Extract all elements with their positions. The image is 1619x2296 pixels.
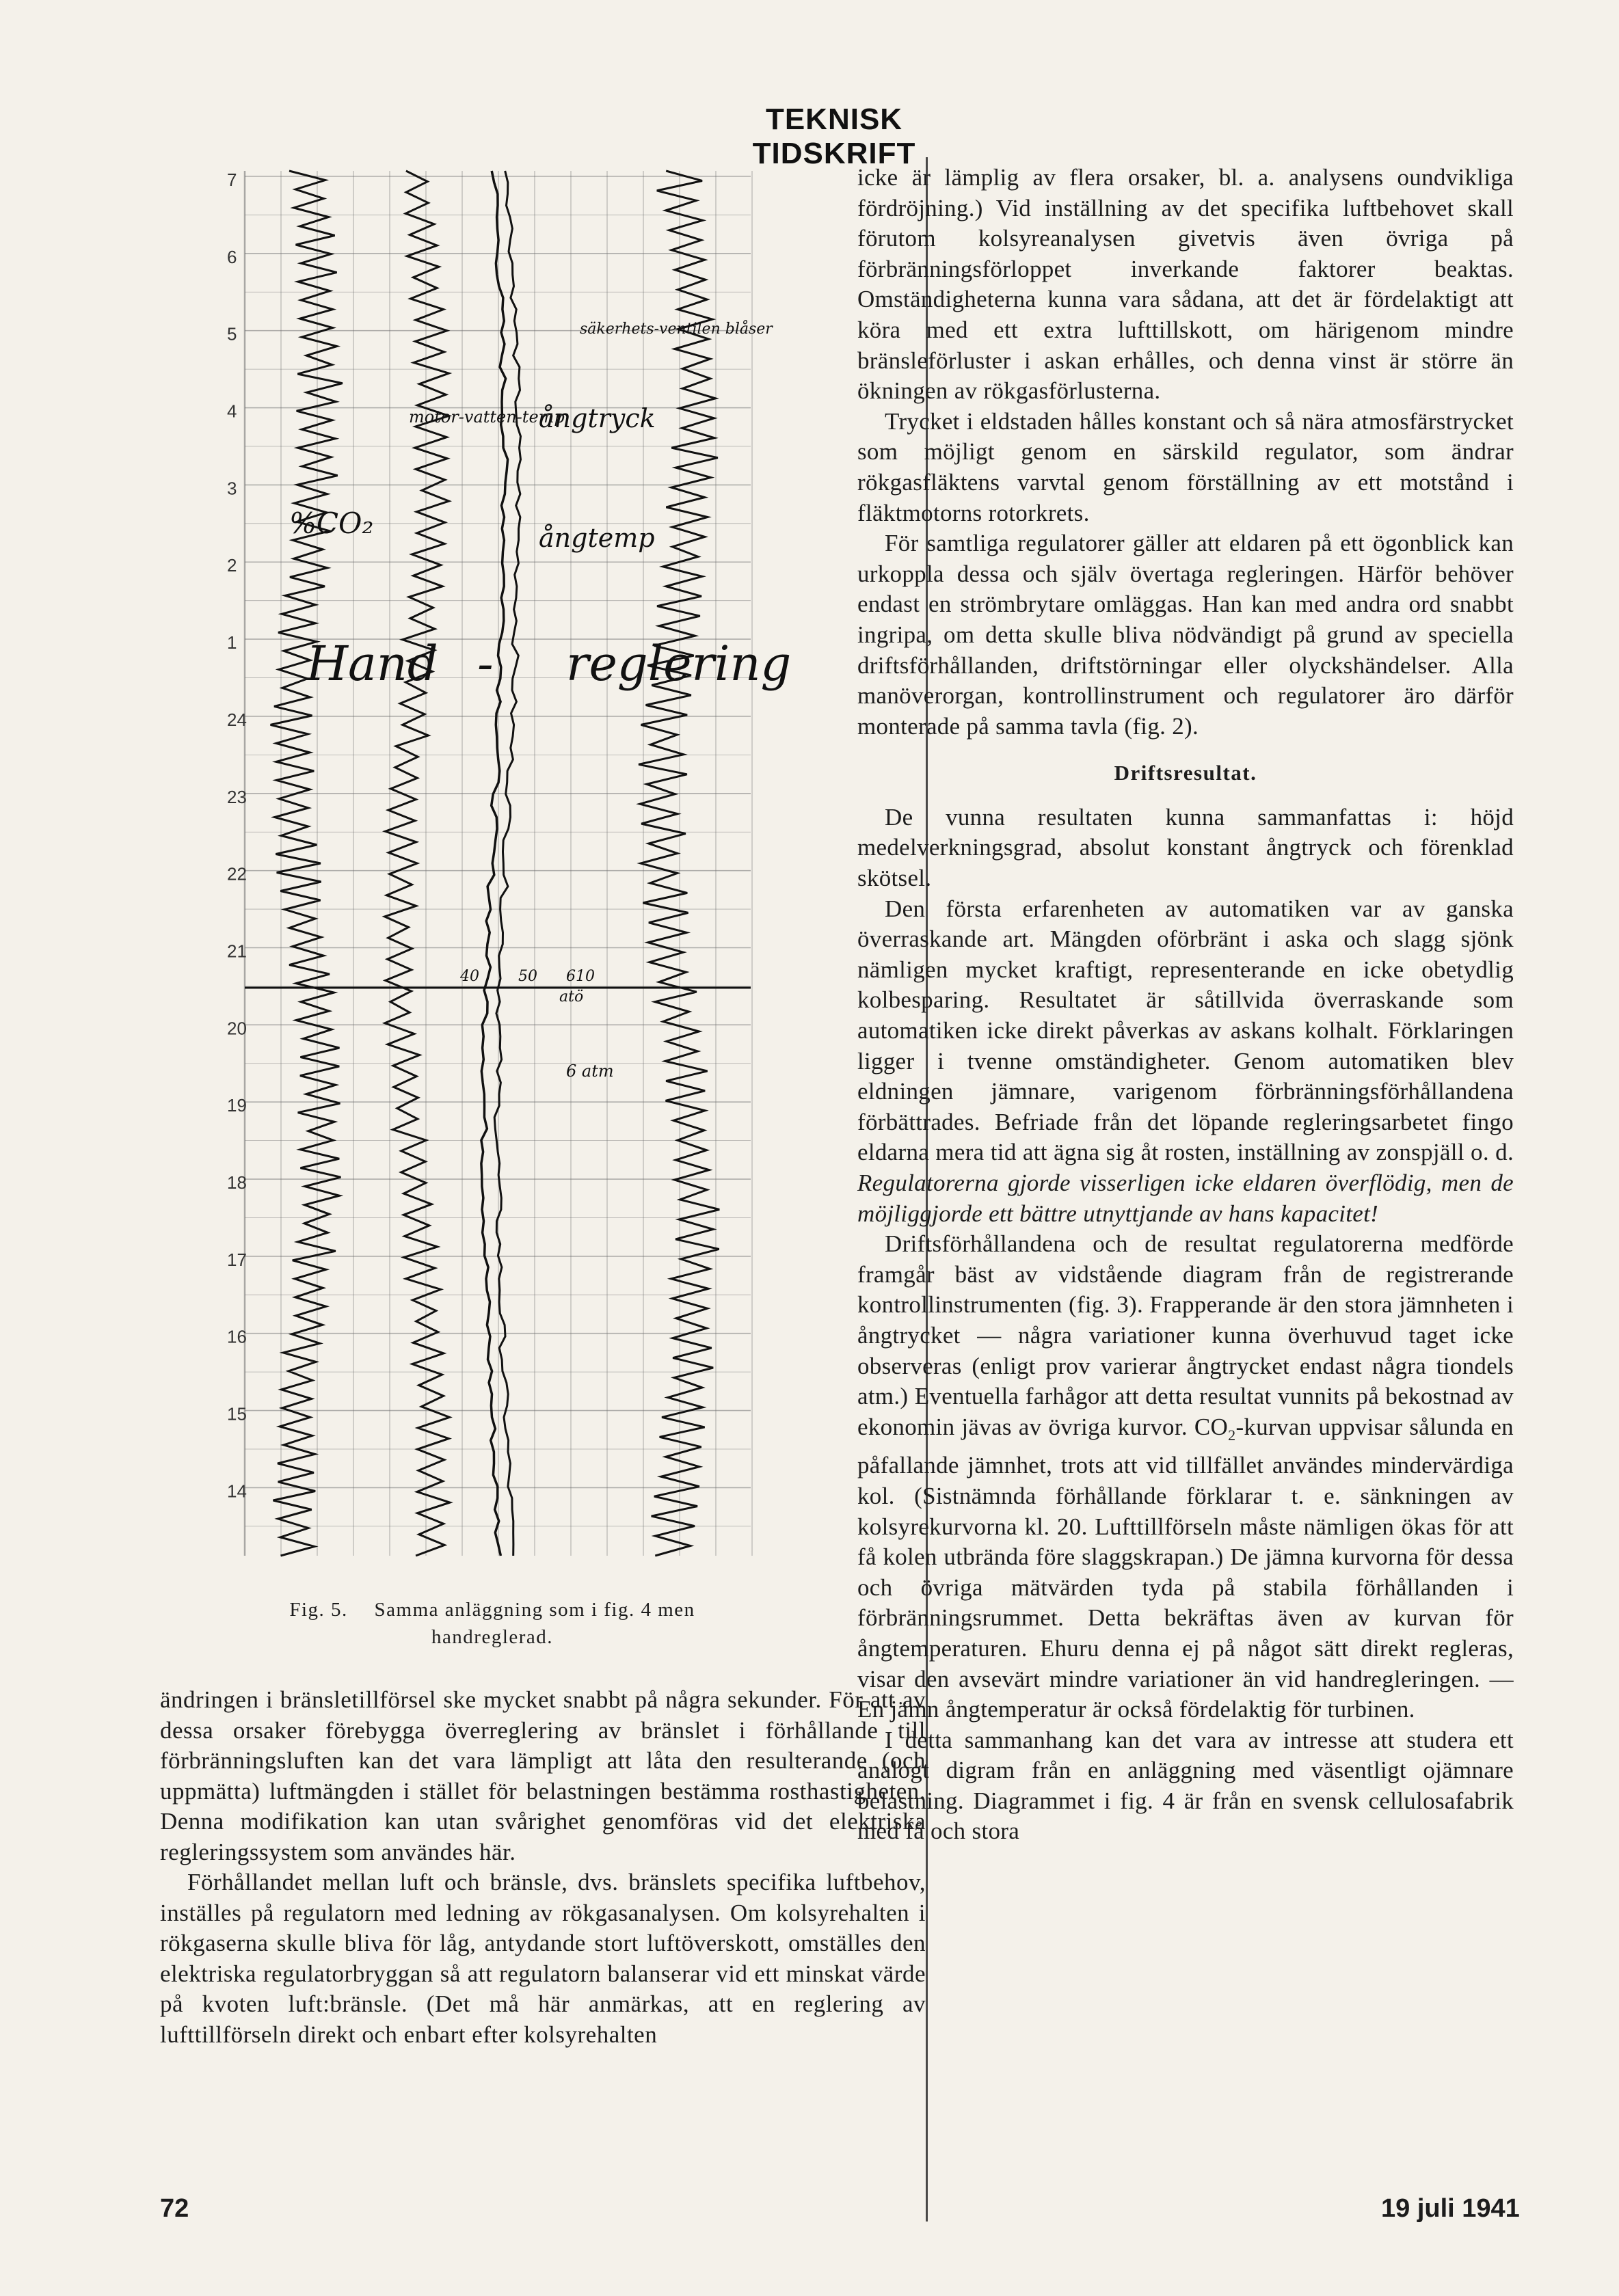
results-paragraph-3: [857, 1229, 1514, 1725]
figure-5-chart: [224, 170, 792, 1556]
motor-temp-label: motor-vatten-temp: [409, 407, 565, 427]
motor-temp-curve: [385, 171, 450, 1556]
left-paragraph-2: Förhållandet mellan luft och bränsle, dvs. bränslets specifika luftbehov, inställes på regulatorn med ledning av rökgasanalysen. Om kolsyrehalten i rökgaserna skulle bliva för låg, antydande stort luftöverskott, omställes den elektriska regulatorbryggan så att regulatorn balanserar vid ett minskat värde på kvoten luft:bränsle. (Det må här anmärkas, att en reglering av lufttillförseln direkt och enbart efter kolsyrehalten: [160, 1869, 926, 2048]
figure-caption-text: Samma anläggning som i fig. 4 men handreglerad.: [374, 1599, 695, 1648]
hour-label: 23: [227, 786, 247, 807]
scale-50-label: 50: [518, 968, 537, 985]
figure-number: Fig. 5.: [289, 1599, 348, 1621]
hand-label: Hand: [306, 636, 438, 692]
hour-label: 18: [227, 1172, 247, 1193]
issue-date: 19 juli 1941: [1381, 2194, 1520, 2223]
hour-label: 24: [227, 709, 247, 730]
section-heading: Driftsresultat.: [1114, 761, 1257, 785]
hour-label: 4: [227, 401, 237, 422]
hour-label: 19: [227, 1095, 247, 1116]
steam-pressure-label: ångtryck: [539, 403, 656, 433]
scale-6atm-label: 6 atm: [566, 1062, 614, 1081]
hour-label: 22: [227, 863, 247, 884]
right-paragraph-2: Trycket i eldstaden hålles konstant och så nära atmosfärstrycket som möjligt genom en särskild regulator, som ändrar rökgasfläktens varvtal genom förställning av ett motstånd i fläktmotorns rotorkrets.: [857, 407, 1514, 526]
page-number: 72: [160, 2194, 189, 2223]
scale-610-label: 610: [566, 968, 595, 985]
results-paragraph-4: I detta sammanhang kan det vara av intresse att studera ett analogt digram från en anläggning med väsentligt ojämnare belastning. Diagrammet i fig. 4 är från en svensk cellulosafabrik med få och stora: [857, 1726, 1514, 1845]
hour-labels: [227, 170, 247, 1501]
results-paragraph-2-text: Den första erfarenheten av automatiken var av ganska överraskande art. Mängden oförbränt i aska och slagg sjönk nämligen mycket kraftigt, representerande en icke obetydlig kolbesparing. Resultatet är såtillvida överraskande som automatiken icke direkt påverkas av askans kolhalt. Förklaringen ligger i tvenne omständigheter. Genom automatiken blev eldningen jämnare, varigenom förbränningsförhållandena förbättrades. Befriade från det löpande regleringsarbetet fingo eldarna mera tid att ägna sig åt rosten, inställning av zonspjäll o. d.: [857, 895, 1514, 1166]
left-paragraph-1: ändringen i bränsletillförsel ske mycket snabbt på några sekunder. För att av dessa orsaker förebygga överreglering av bränslet i förhållande till förbränningsluften kan det vara lämpligt att låta den resulterande (och uppmätta) luftmängden i stället för belastningen bestämma rosthastigheten. Denna modifikation kan utan svårighet genomföras vid det elektriska regleringssystem som användes här.: [160, 1686, 926, 1865]
results-paragraph-2: [857, 894, 1514, 1230]
hour-label: 2: [227, 555, 237, 576]
hour-label: 21: [227, 941, 247, 962]
hour-label: 7: [227, 170, 237, 190]
chart-recording-strip: [224, 170, 792, 1556]
right-paragraph-3: För samtliga regulatorer gäller att eldaren på ett ögonblick kan urkoppla dessa och själv övertaga regleringen. Härför behöver endast en strömbrytare omläggas. Han kan med andra ord snabbt ingripa, om detta skulle bliva nödvändigt på grund av speciella driftsförhållanden, driftstörningar eller olyckshändelser. Alla manöverorgan, kontrollinstrument och regulatorer äro därför monterade på samma tavla (fig. 2).: [857, 530, 1514, 740]
hour-label: 1: [227, 632, 237, 653]
hour-label: 15: [227, 1403, 247, 1424]
right-column-text: [857, 163, 1514, 1847]
journal-masthead: TEKNISK TIDSKRIFT: [752, 103, 916, 170]
hour-label: 3: [227, 478, 237, 499]
results-paragraph-3-part1: Driftsförhållandena och de resultat regulatorerna medförde framgår bäst av vidstående diagram från de registrerande kontrollinstrumenten (fig. 3). Frapperande är den stora jämnheten i ångtrycket — några variationer kunna överhuvud taget icke observeras (enligt prov varierar ångtrycket endast några tiondels atm.) Eventuella farhågor att detta resultat vunnits på bekostnad av ekonomin jävas av övriga kurvor. CO: [857, 1230, 1514, 1440]
regulation-label: reglering: [566, 636, 792, 692]
scale-ato-label: atö: [559, 988, 584, 1005]
results-paragraph-3-part2: -kurvan uppvisar sålunda en påfallande jämnhet, trots att vid tillfället användes mindervärdiga kol. (Sistnämnda förhållande förklarar t. e. sänkningen av kolsyrekurvorna kl. 20. Lufttillförseln måste nämligen ökas för att få kolen utbrända före slaggskrapan.) De jämna kurvorna för dessa och övriga mätvärden tyda på stabila förhållanden i förbränningsrummet. Detta bekräftas även av kurvan för ångtemperaturen. Ehuru denna ej på något sätt direkt regleras, visar den avsevärt mindre variationer än vid handregleringen. — En jämn ångtemperatur är också fördelaktig för turbinen.: [857, 1413, 1514, 1723]
steam-temp-curve: [639, 171, 719, 1556]
hour-label: 16: [227, 1326, 247, 1347]
co2-label: %CO₂: [289, 507, 374, 540]
co2-subscript: 2: [1228, 1426, 1236, 1444]
figure-caption: [232, 1596, 752, 1651]
results-paragraph-2-italic: Regulatorerna gjorde visserligen icke eldaren överflödig, men de möjliggjorde ett bättre utnyttjande av hans kapacitet!: [857, 1170, 1514, 1227]
fan-label: säkerhets-ventilen blåser: [580, 321, 773, 338]
hour-label: 14: [227, 1481, 247, 1502]
hour-label: 6: [227, 246, 237, 267]
left-column-text: [160, 1685, 926, 2050]
dash-label: -: [477, 636, 494, 692]
hour-label: 17: [227, 1249, 247, 1270]
results-paragraph-1: De vunna resultaten kunna sammanfattas i: höjd medelverkningsgrad, absolut konstant ångtryck och förenklad skötsel.: [857, 803, 1514, 892]
steam-temp-label: ångtemp: [539, 523, 655, 553]
hour-label: 5: [227, 323, 237, 345]
right-paragraph-1: icke är lämplig av flera orsaker, bl. a. analysens oundvikliga fördröjning.) Vid inställning av det specifika luftbehovet skall förutom kolsyreanalysen givetvis även övriga på förbränningsförloppet inverkande faktorer beaktas. Omständigheterna kunna vara sådana, att det är fördelaktigt att köra med ett extra lufttillskott, om härigenom mindre bränsleförluster i askan erhålles, och denna vinst är större än ökningen av rökgasförlusterna.: [857, 164, 1514, 405]
hour-label: 20: [227, 1018, 247, 1039]
scale-40-label: 40: [460, 968, 479, 985]
